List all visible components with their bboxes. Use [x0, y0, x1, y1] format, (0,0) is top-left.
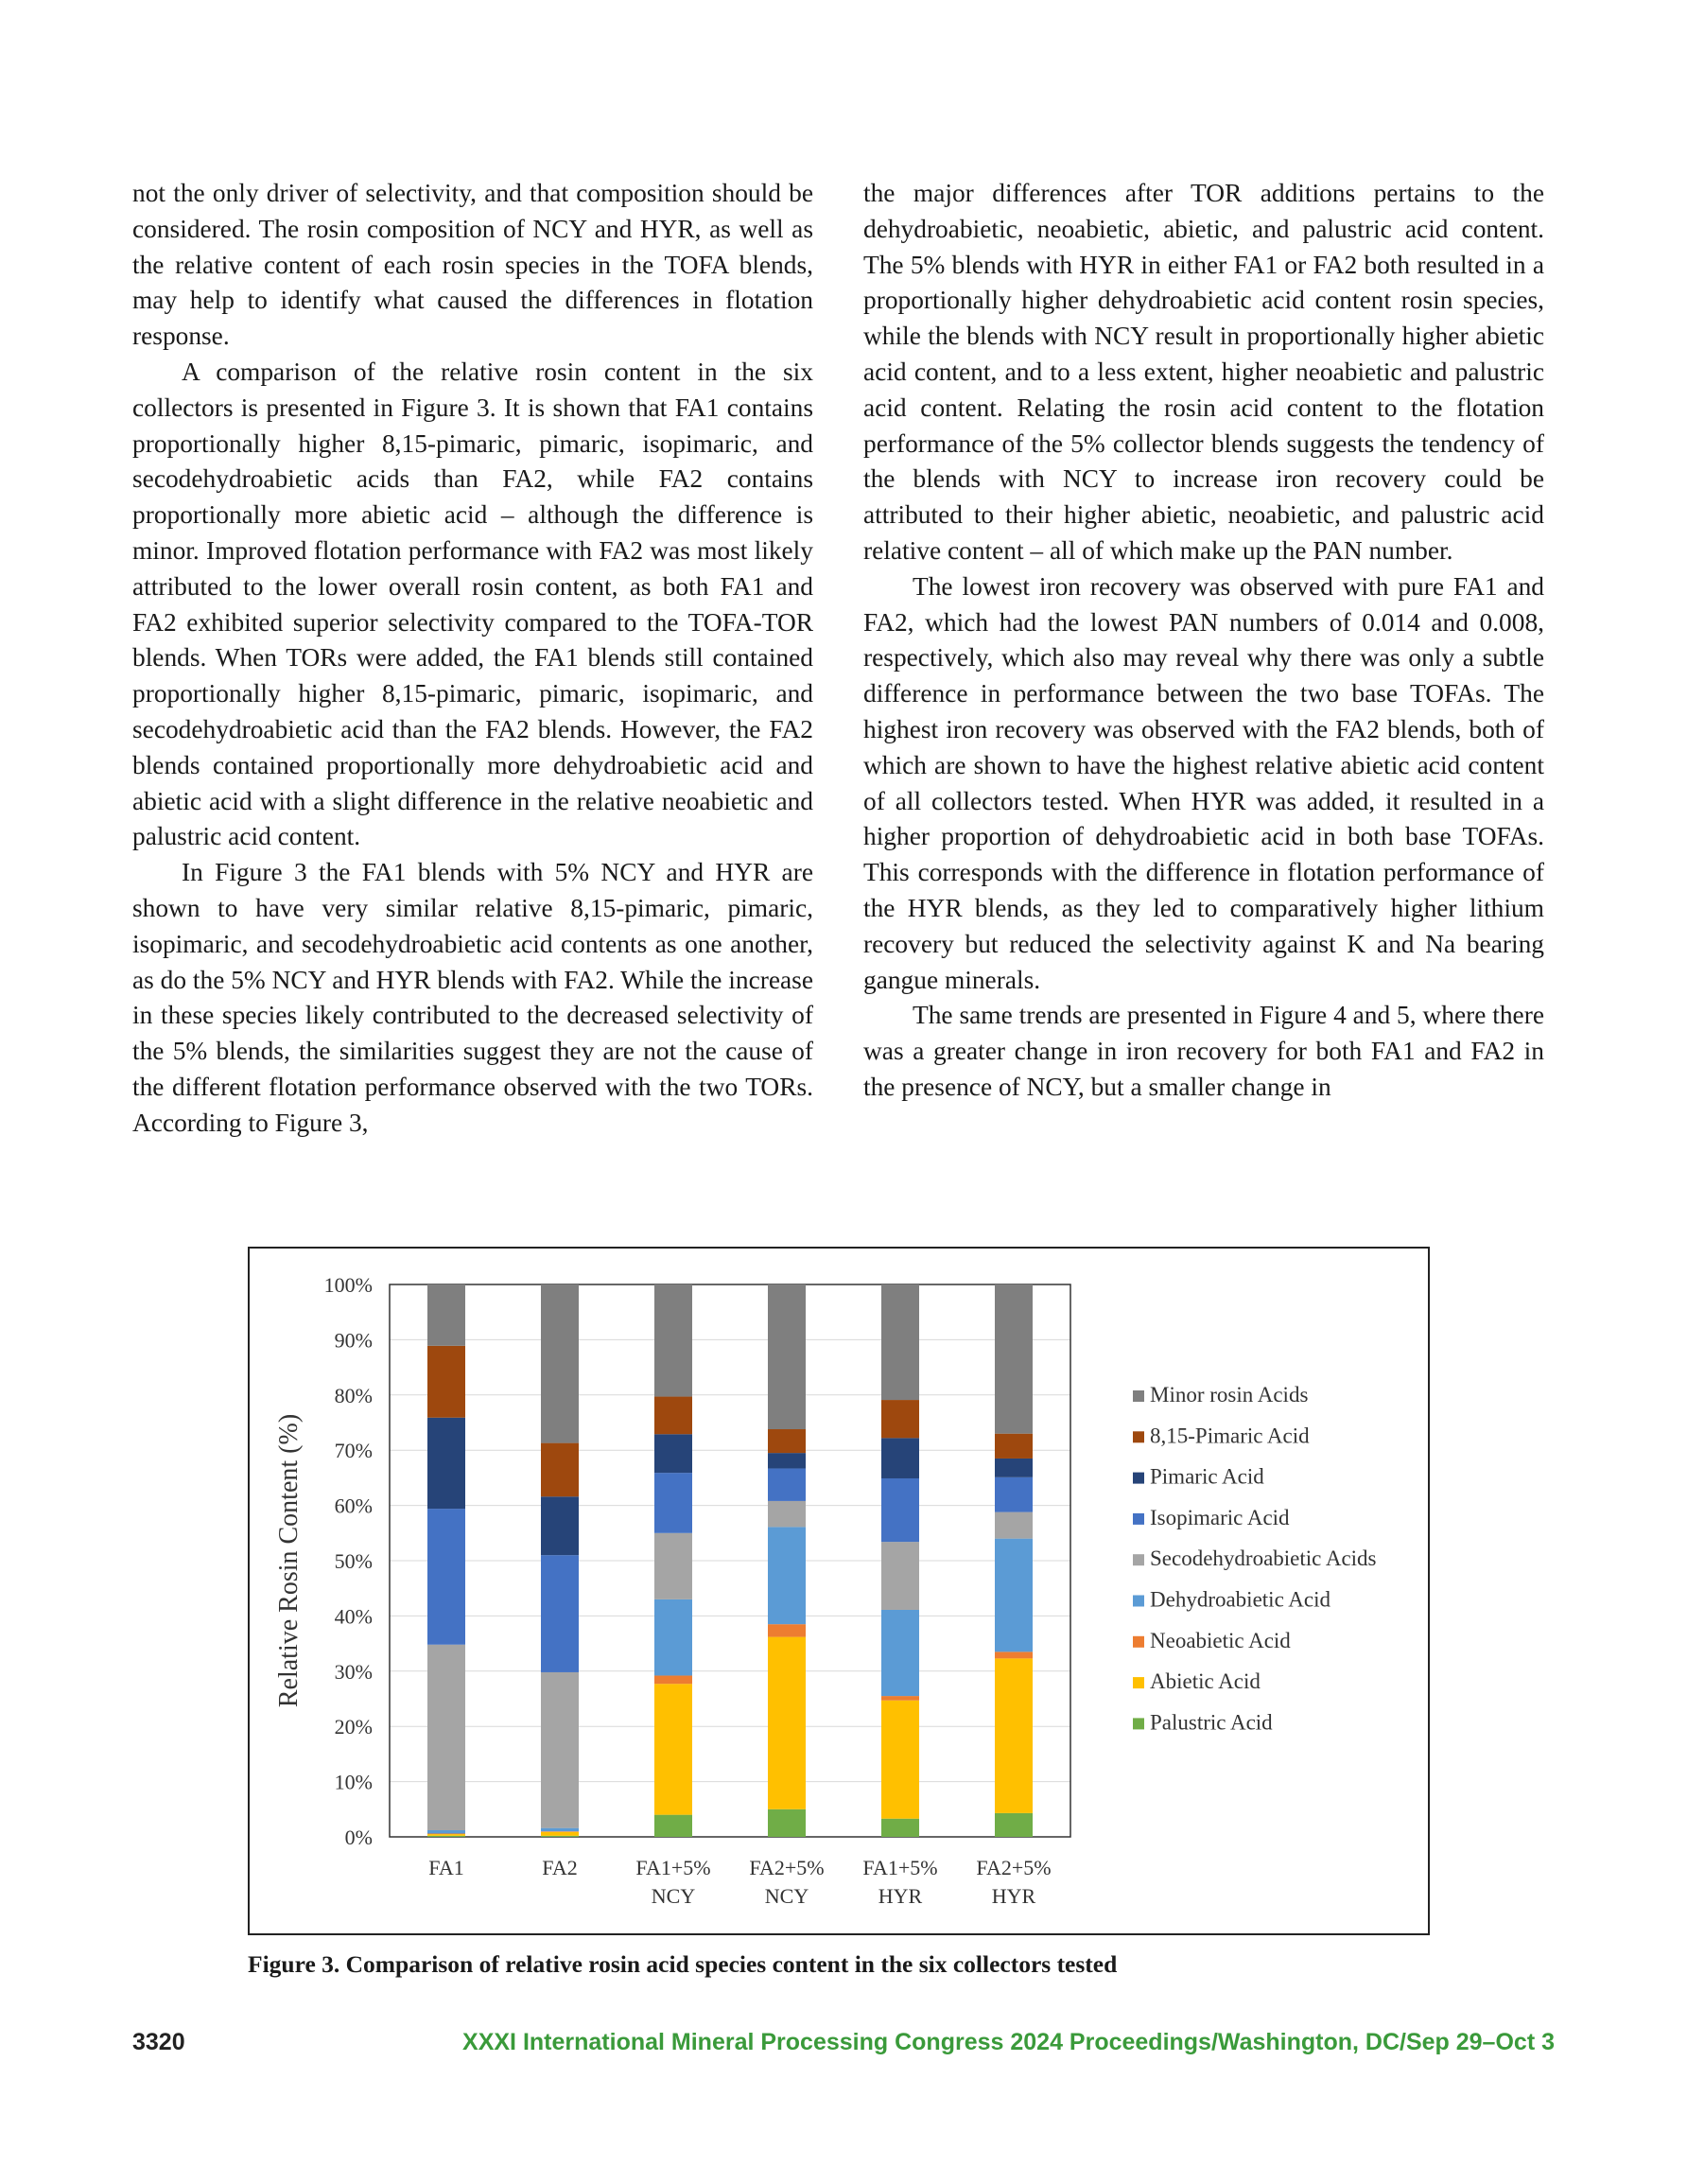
bar-segment	[541, 1672, 579, 1828]
y-tick-label: 10%	[334, 1770, 373, 1794]
bar-segment	[541, 1832, 579, 1836]
bar-segment	[541, 1555, 579, 1672]
paragraph: the major differences after TOR additions pertains to the dehydroabietic, neoabietic, abietic, and palustric acid content. The 5% blends with HYR in either FA1 or FA2 both resulted in a proportionally higher dehydroabietic acid content rosin species, while the blends with NCY result in proportionally higher abietic acid content, and to a less extent, higher neoabietic and palustric acid content. Relating the rosin acid content to the flotation performance of the 5% collector blends suggests the tendency of the blends with NCY to increase iron recovery could be attributed to their higher abietic, neoabietic, and palustric acid relative content – all of which make up the PAN number.	[863, 179, 1544, 565]
bar-segment	[881, 1284, 919, 1400]
bar-segment	[427, 1509, 465, 1645]
y-tick-label: 90%	[334, 1328, 373, 1353]
bar-segment	[768, 1624, 806, 1636]
legend-label: Minor rosin Acids	[1150, 1383, 1309, 1406]
legend-label: Neoabietic Acid	[1150, 1628, 1291, 1652]
bar-segment	[541, 1828, 579, 1832]
y-tick-label: 20%	[334, 1715, 373, 1739]
legend-label: 8,15-Pimaric Acid	[1150, 1424, 1310, 1448]
bar-segment	[654, 1284, 692, 1397]
bar-segment	[995, 1284, 1033, 1434]
x-tick-label: HYR	[991, 1884, 1036, 1908]
legend-swatch	[1133, 1636, 1144, 1648]
legend-label: Dehydroabietic Acid	[1150, 1587, 1330, 1612]
bar-segment	[427, 1645, 465, 1830]
y-tick-label: 50%	[334, 1549, 373, 1573]
bar-segment	[427, 1830, 465, 1834]
y-tick-label: 70%	[334, 1439, 373, 1463]
figure-caption: Figure 3. Comparison of relative rosin acid species content in the six collectors tested	[248, 1950, 1118, 1978]
paragraph: not the only driver of selectivity, and that composition should be considered. The rosin composition of NCY and HYR, as well as the relative content of each rosin species in the TOFA blends, may help to identify what caused the differences in flotation response.	[132, 179, 813, 351]
running-footer: XXXI International Mineral Processing Congress 2024 Proceedings/Washington, DC/Sep 29–Oct 3	[462, 2029, 1555, 2055]
bar-segment	[427, 1836, 465, 1837]
bar-segment	[541, 1284, 579, 1443]
bar-segment	[541, 1496, 579, 1555]
bar-segment	[427, 1418, 465, 1509]
y-axis-label: Relative Rosin Content (%)	[274, 1413, 304, 1708]
bar-segment	[541, 1836, 579, 1837]
bar-segment	[654, 1675, 692, 1684]
bar-segment	[881, 1400, 919, 1438]
bar-segment	[427, 1834, 465, 1836]
paragraph: In Figure 3 the FA1 blends with 5% NCY and HYR are shown to have very similar relative 8,15-pimaric, pimaric, isopimaric, and secodehydroabietic acid contents as one another, as do the 5% NCY and HYR blends with FA2. While the increase in these species likely contributed to the decreased selectivity of the 5% blends, the similarities suggest they are not the cause of the different flotation performance observed with the two TORs. According to Figure 3,	[132, 858, 813, 1137]
bar-segment	[427, 1284, 465, 1346]
bar-segment	[654, 1815, 692, 1837]
x-tick-label: NCY	[651, 1884, 696, 1908]
paragraph: A comparison of the relative rosin content in the six collectors is presented in Figure 3. It is shown that FA1 contains proportionally higher 8,15-pimaric, pimaric, isopimaric, and secodehydroabietic acids than FA2, while FA2 contains proportionally more abietic acid – although the difference is minor. Improved flotation performance with FA2 was most likely attributed to the lower overall rosin content, as both FA1 and FA2 exhibited superior selectivity compared to the TOFA-TOR blends. When TORs were added, the FA1 blends still contained proportionally higher 8,15-pimaric, pimaric, isopimaric, and secodehydroabietic acid than the FA2 blends. However, the FA2 blends contained proportionally more dehydroabietic acid and abietic acid with a slight difference in the relative neoabietic and palustric acid content.	[132, 357, 813, 851]
bar-segment	[881, 1610, 919, 1696]
bar-segment	[541, 1831, 579, 1832]
bar-segment	[995, 1813, 1033, 1837]
paragraph: The lowest iron recovery was observed with pure FA1 and FA2, which had the lowest PAN numbers of 0.014 and 0.008, respectively, which also may reveal why there was only a subtle difference in performance between the two base TOFAs. The highest iron recovery was observed with the FA2 blends, both of which are shown to have the highest relative abietic acid content of all collectors tested. When HYR was added, it resulted in a higher proportion of dehydroabietic acid in both base TOFAs. This corresponds with the difference in flotation performance of the HYR blends, as they led to comparatively higher lithium recovery but reduced the selectivity against K and Na bearing gangue minerals.	[863, 571, 1544, 994]
x-tick-label: FA1	[428, 1856, 464, 1879]
bar-segment	[654, 1533, 692, 1599]
legend-swatch	[1133, 1390, 1144, 1402]
bar-segment	[768, 1637, 806, 1809]
y-tick-label: 0%	[344, 1826, 373, 1849]
legend-swatch	[1133, 1596, 1144, 1607]
legend-label: Isopimaric Acid	[1150, 1505, 1290, 1529]
bar-segment	[427, 1833, 465, 1834]
legend-label: Pimaric Acid	[1150, 1464, 1264, 1489]
left-text-column	[132, 176, 813, 1142]
bar-segment	[995, 1651, 1033, 1658]
bar-segment	[881, 1438, 919, 1478]
bar-segment	[768, 1527, 806, 1624]
bar-segment	[881, 1701, 919, 1819]
bar-segment	[995, 1459, 1033, 1477]
x-tick-label: HYR	[878, 1884, 923, 1908]
bar-segment	[427, 1346, 465, 1418]
legend-label: Secodehydroabietic Acids	[1150, 1546, 1377, 1571]
legend-label: Palustric Acid	[1150, 1710, 1273, 1735]
bar-segment	[654, 1599, 692, 1676]
legend-swatch	[1133, 1431, 1144, 1442]
bar-segment	[881, 1819, 919, 1837]
legend-swatch	[1133, 1513, 1144, 1525]
bar-segment	[995, 1539, 1033, 1652]
bar-segment	[654, 1473, 692, 1533]
bar-segment	[995, 1434, 1033, 1459]
legend-swatch	[1133, 1718, 1144, 1729]
x-tick-label: FA1+5%	[635, 1856, 711, 1879]
x-tick-label: FA2+5%	[976, 1856, 1052, 1879]
bar-segment	[654, 1434, 692, 1473]
y-tick-label: 60%	[334, 1494, 373, 1518]
bar-segment	[768, 1453, 806, 1468]
bar-segment	[654, 1397, 692, 1435]
bar-segment	[768, 1501, 806, 1527]
x-tick-label: FA2+5%	[749, 1856, 825, 1879]
bar-segment	[768, 1284, 806, 1429]
bar-segment	[881, 1542, 919, 1610]
y-tick-label: 40%	[334, 1604, 373, 1629]
y-tick-label: 80%	[334, 1383, 373, 1407]
page-number: 3320	[132, 2029, 185, 2055]
stacked-bar-chart	[250, 1249, 1428, 1933]
bar-segment	[768, 1429, 806, 1453]
bar-segment	[768, 1468, 806, 1500]
bar-segment	[995, 1658, 1033, 1813]
bar-segment	[654, 1684, 692, 1814]
legend-swatch	[1133, 1677, 1144, 1688]
x-tick-label: FA2	[542, 1856, 578, 1879]
legend-label: Abietic Acid	[1150, 1669, 1261, 1694]
x-tick-label: FA1+5%	[862, 1856, 938, 1879]
bar-segment	[881, 1696, 919, 1701]
x-tick-label: NCY	[764, 1884, 809, 1908]
legend-swatch	[1133, 1473, 1144, 1484]
paragraph: The same trends are presented in Figure 4 and 5, where there was a greater change in iron recovery for both FA1 and FA2 in the presence of NCY, but a smaller change in	[863, 1001, 1544, 1101]
bar-segment	[541, 1443, 579, 1497]
bar-segment	[768, 1809, 806, 1837]
legend-swatch	[1133, 1554, 1144, 1565]
y-tick-label: 100%	[323, 1273, 373, 1297]
bar-segment	[995, 1512, 1033, 1539]
right-text-column	[863, 176, 1544, 1106]
figure-3-chart-frame	[248, 1247, 1430, 1935]
bar-segment	[881, 1478, 919, 1542]
y-tick-label: 30%	[334, 1659, 373, 1684]
bar-segment	[995, 1477, 1033, 1512]
